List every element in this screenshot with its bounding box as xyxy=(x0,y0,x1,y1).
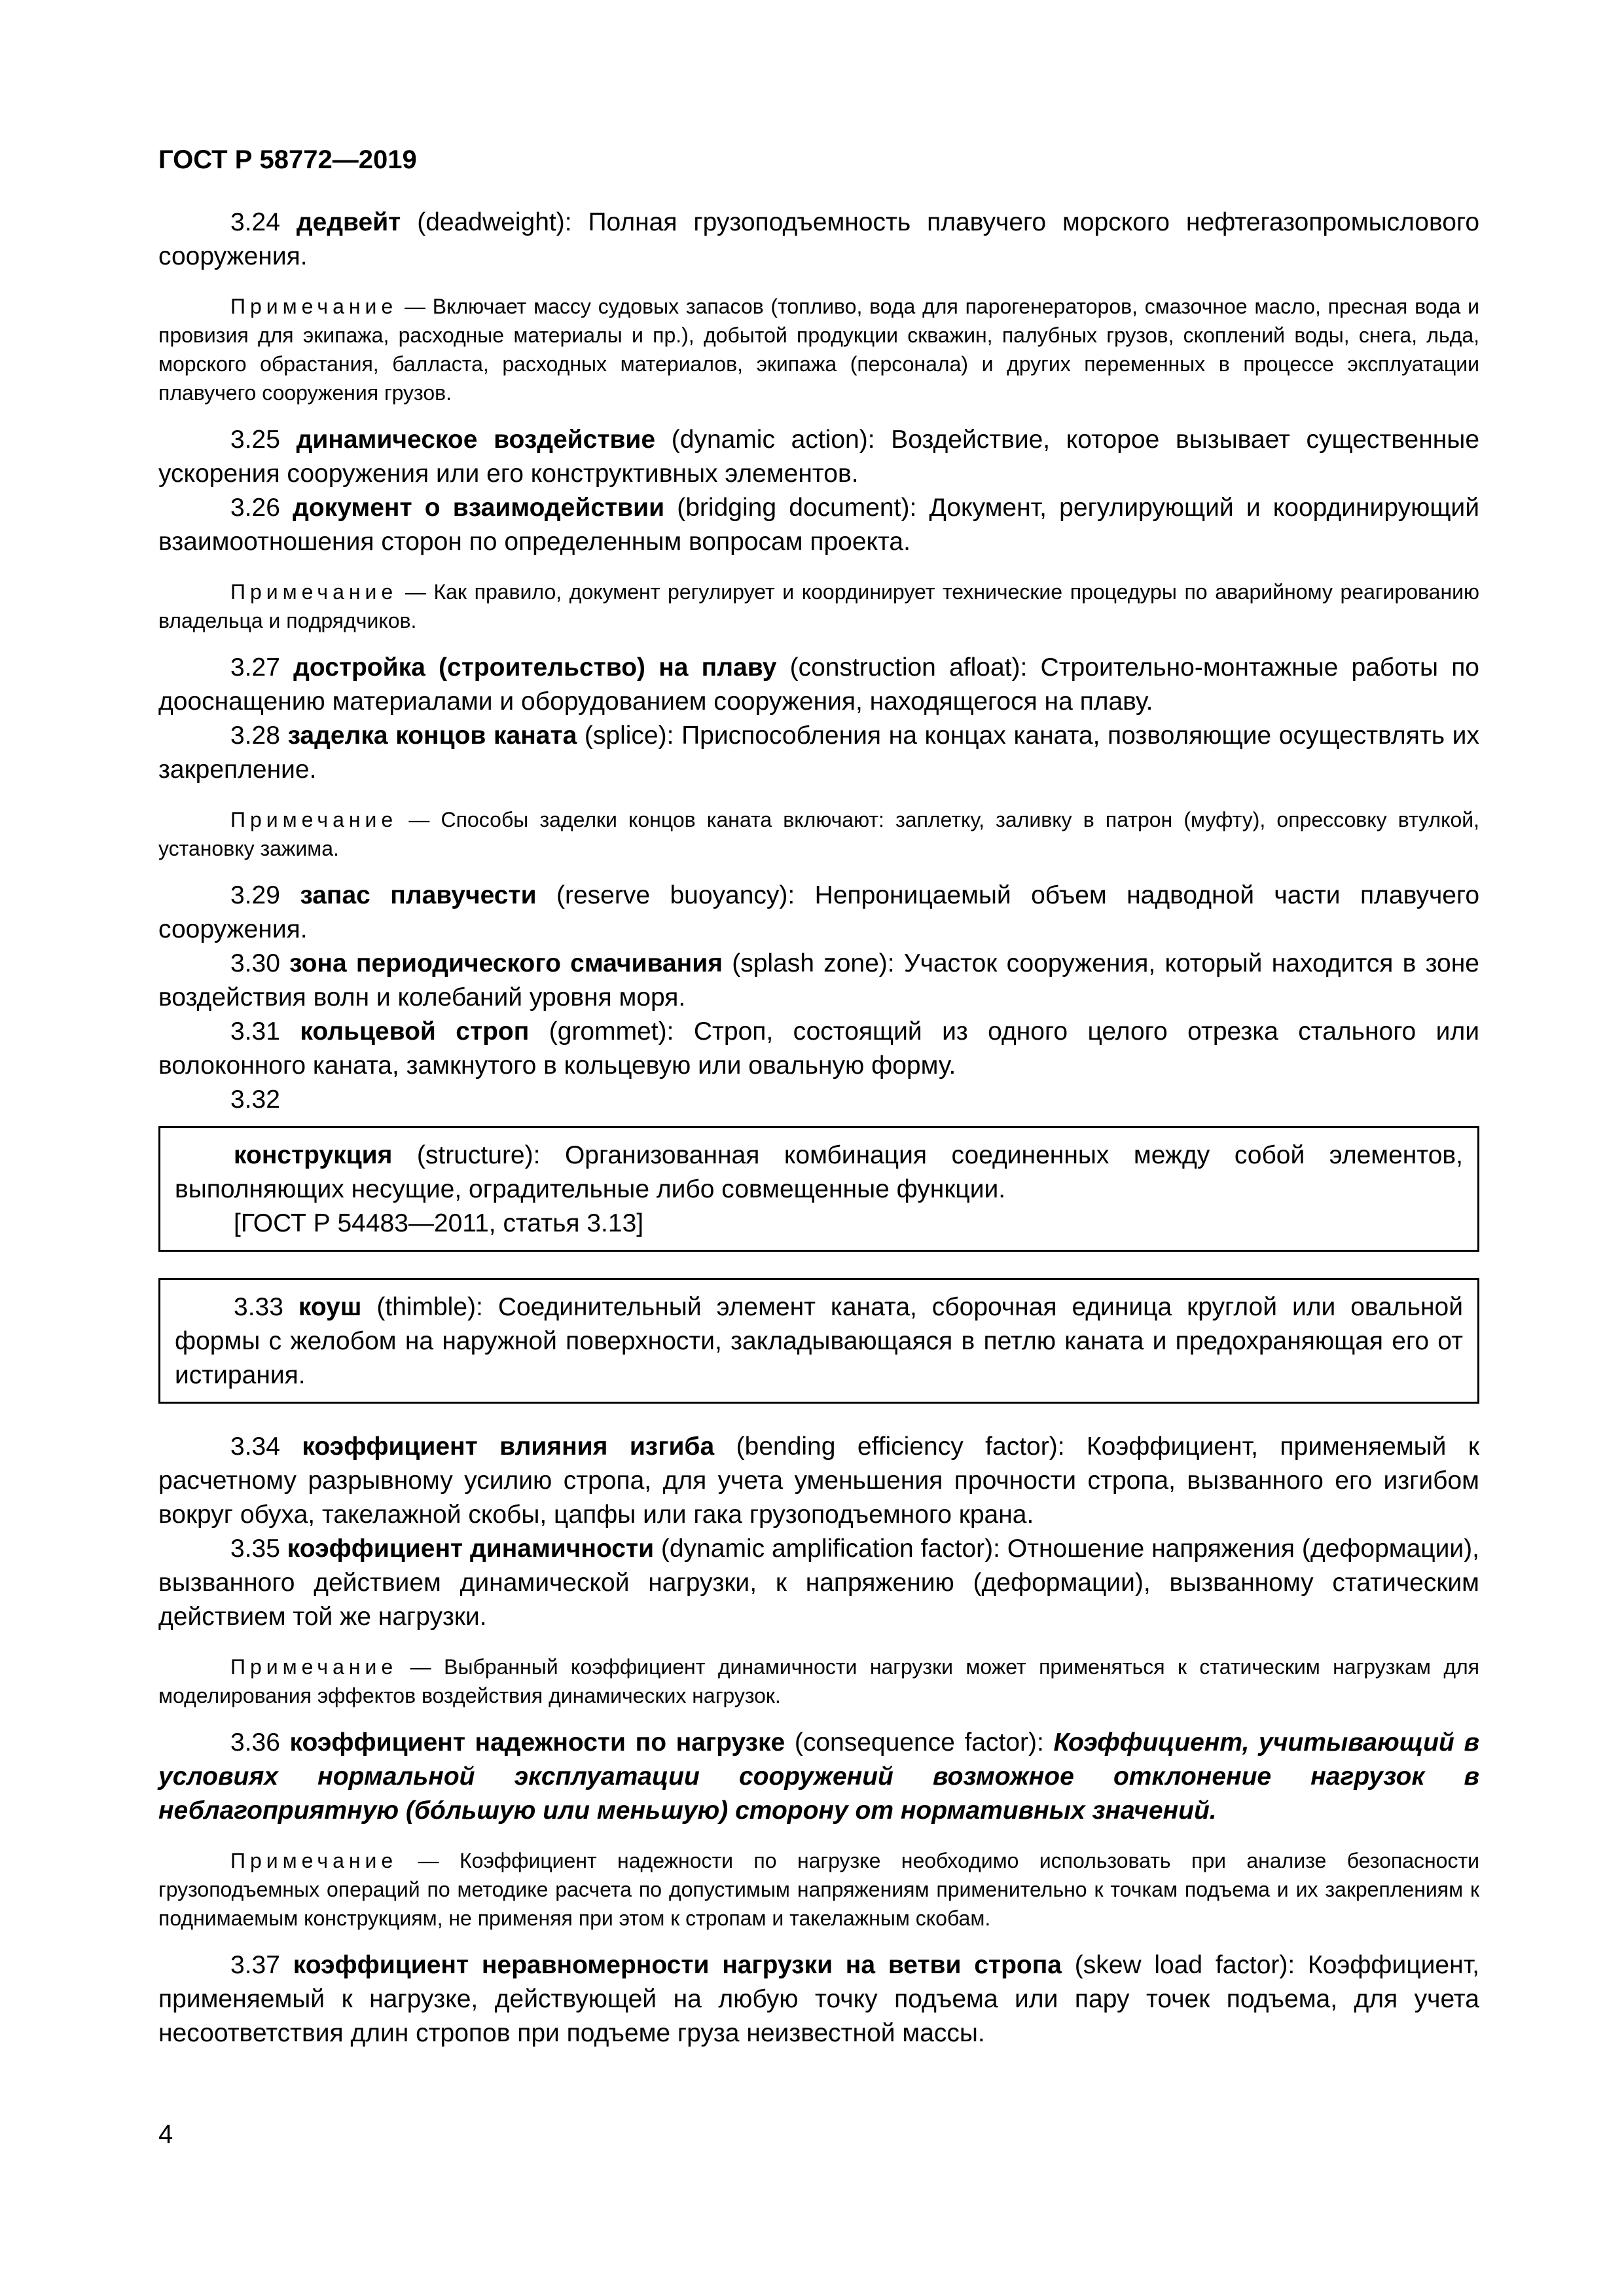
note-label: Примечание xyxy=(230,808,398,831)
note-text: — Способы заделки концов каната включают: заплетку, заливку в патрон (муфту), опрессовку втулкой, установку зажима. xyxy=(158,808,1480,860)
term-3-32-box xyxy=(158,1126,1479,1252)
term-number: 3.31 xyxy=(230,1017,280,1046)
term-definition: Коэффициент, применяемый к нагрузке, действующей на любую точку подъема или пару точек подъема, для учета несоответствия длин стропов при подъеме груза неизвестной массы. xyxy=(158,1951,1480,2047)
term-name: зона периодического смачивания xyxy=(289,949,723,977)
term-3-36 xyxy=(158,1726,1479,1828)
term-definition: Участок сооружения, который находится в зоне воздействия волн и колебаний уровня моря. xyxy=(158,949,1479,1011)
term-3-26 xyxy=(158,491,1479,559)
term-name: кольцевой строп xyxy=(300,1017,530,1046)
note-label: Примечание xyxy=(230,295,398,318)
term-source: [ГОСТ Р 54483—2011, статья 3.13] xyxy=(234,1209,644,1237)
term-definition: Строп, состоящий из одного целого отрезка стального или волоконного каната, замкнутого в кольцевую или овальную форму. xyxy=(158,1017,1480,1080)
term-number: 3.36 xyxy=(230,1728,280,1757)
term-3-28 xyxy=(158,719,1479,787)
term-english: (deadweight): xyxy=(417,208,572,236)
term-definition: Документ, регулирующий и координирующий взаимоотношения сторон по определенным вопросам проекта. xyxy=(158,494,1479,556)
term-english: (splice): xyxy=(584,721,674,750)
term-number: 3.35 xyxy=(230,1535,280,1563)
term-3-33 xyxy=(175,1290,1463,1393)
term-number: 3.28 xyxy=(230,721,280,750)
term-english: (splash zone): xyxy=(732,949,895,977)
term-name: динамическое воздействие xyxy=(296,426,656,454)
term-name: коэффициент влияния изгиба xyxy=(302,1432,715,1461)
term-number: 3.27 xyxy=(230,653,280,682)
term-name: коэффициент неравномерности нагрузки на ветви стропа xyxy=(293,1951,1062,1979)
term-number: 3.24 xyxy=(230,208,280,236)
term-name: коэффициент динамичности xyxy=(287,1535,655,1563)
term-name: заделка концов каната xyxy=(287,721,577,750)
term-3-27 xyxy=(158,651,1479,719)
note-label: Примечание xyxy=(230,1655,398,1679)
term-english: (skew load factor): xyxy=(1074,1951,1295,1979)
term-definition: Воздействие, которое вызывает существенные ускорения сооружения или его конструктивных элементов. xyxy=(158,426,1480,488)
term-english: (consequence factor): xyxy=(794,1728,1044,1757)
note-text: — Включает массу судовых запасов (топливо, вода для парогенераторов, смазочное масло, пресная вода и провизия для экипажа, расходные материалы и пр.), добытой продукции скважин, палубных грузов, скоплений воды, снега, льда, морского обрастания, балласта, расходных материалов, экипажа (персонала) и других переменных в процессе эксплуатации плавучего сооружения грузов. xyxy=(158,295,1480,405)
term-english: (thimble): xyxy=(376,1293,483,1321)
term-definition: Полная грузоподъемность плавучего морского нефтегазопромыслового сооружения. xyxy=(158,208,1480,270)
term-number: 3.34 xyxy=(230,1432,280,1461)
note-label: Примечание xyxy=(230,580,398,604)
term-english: (bridging document): xyxy=(677,494,917,522)
note-text: — Выбранный коэффициент динамичности нагрузки может применяться к статическим нагрузкам для моделирования эффектов воздействия динамических нагрузок. xyxy=(158,1655,1480,1707)
term-english: (bending efficiency factor): xyxy=(736,1432,1065,1461)
term-name: документ о взаимодействии xyxy=(293,494,665,522)
term-3-35 xyxy=(158,1532,1479,1634)
term-name: коуш xyxy=(298,1293,362,1321)
note-3-36 xyxy=(158,1846,1479,1933)
term-english: (dynamic amplification factor): xyxy=(660,1535,1000,1563)
term-definition: Приспособления на концах каната, позволяющие осуществлять их закрепление. xyxy=(158,721,1479,784)
term-definition: Коэффициент, учитывающий в условиях нормальной эксплуатации сооружений возможное отклонение нагрузок в неблагоприятную (бо́льшую или меньшую) сторону от нормативных значений. xyxy=(158,1728,1480,1825)
term-definition: Непроницаемый объем надводной части плавучего сооружения. xyxy=(158,881,1480,943)
term-english: (reserve buoyancy): xyxy=(556,881,795,909)
term-3-24 xyxy=(158,206,1479,274)
term-3-29 xyxy=(158,879,1479,947)
term-english: (structure): xyxy=(416,1141,541,1169)
term-3-25 xyxy=(158,423,1479,491)
term-3-37 xyxy=(158,1948,1479,2050)
term-name: запас плавучести xyxy=(300,881,537,909)
term-3-32 xyxy=(175,1139,1463,1207)
term-english: (grommet): xyxy=(549,1017,674,1046)
term-definition: Отношение напряжения (деформации), вызванного действием динамической нагрузки, к напряжению (деформации), вызванному статическим действием той же нагрузки. xyxy=(158,1535,1479,1631)
document-page xyxy=(158,144,1479,2050)
document-header: ГОСТ Р 58772—2019 xyxy=(158,145,417,174)
term-number: 3.25 xyxy=(230,426,280,454)
term-definition: Строительно-монтажные работы по дооснащению материалами и оборудованием сооружения, находящегося на плаву. xyxy=(158,653,1480,716)
term-number: 3.33 xyxy=(234,1293,283,1321)
note-3-35 xyxy=(158,1652,1479,1710)
term-3-31 xyxy=(158,1015,1479,1083)
term-3-32-number xyxy=(158,1083,1479,1117)
page-number: 4 xyxy=(158,2120,173,2149)
term-english: (construction afloat): xyxy=(789,653,1028,682)
term-number: 3.30 xyxy=(230,949,280,977)
note-label: Примечание xyxy=(230,1849,398,1872)
term-number: 3.37 xyxy=(230,1951,280,1979)
term-definition: Соединительный элемент каната, сборочная единица круглой или овальной формы с желобом на наружной поверхности, закладывающаяся в петлю каната и предохраняющая его от истирания. xyxy=(175,1293,1463,1389)
term-number: 3.26 xyxy=(230,494,280,522)
term-number: 3.29 xyxy=(230,881,280,909)
term-3-33-box xyxy=(158,1278,1479,1404)
term-name: достройка (строительство) на плаву xyxy=(293,653,777,682)
term-name: конструкция xyxy=(234,1141,393,1169)
term-3-34 xyxy=(158,1430,1479,1532)
term-name: дедвейт xyxy=(296,208,401,236)
note-text: — Коэффициент надежности по нагрузке необходимо использовать при анализе безопасности грузоподъемных операций по методике расчета по допустимым напряжениям применительно к точкам подъема и их закреплениям к поднимаемым конструкциям, не применяя при этом к стропам и такелажным скобам. xyxy=(158,1849,1480,1930)
term-english: (dynamic action): xyxy=(671,426,875,454)
term-definition: Организованная комбинация соединенных между собой элементов, выполняющих несущие, оградительные либо совмещенные функции. xyxy=(175,1141,1463,1203)
term-name: коэффициент надежности по нагрузке xyxy=(289,1728,785,1757)
term-number: 3.32 xyxy=(230,1085,280,1114)
note-3-28 xyxy=(158,805,1479,863)
note-3-26 xyxy=(158,577,1479,635)
note-text: — Как правило, документ регулирует и координирует технические процедуры по аварийному реагированию владельца и подрядчиков. xyxy=(158,580,1480,632)
term-definition: Коэффициент, применяемый к расчетному разрывному усилию стропа, для учета уменьшения прочности стропа, вызванного его изгибом вокруг обуха, такелажной скобы, цапфы или гака грузоподъемного крана. xyxy=(158,1432,1479,1529)
term-3-30 xyxy=(158,947,1479,1015)
note-3-24 xyxy=(158,292,1479,407)
